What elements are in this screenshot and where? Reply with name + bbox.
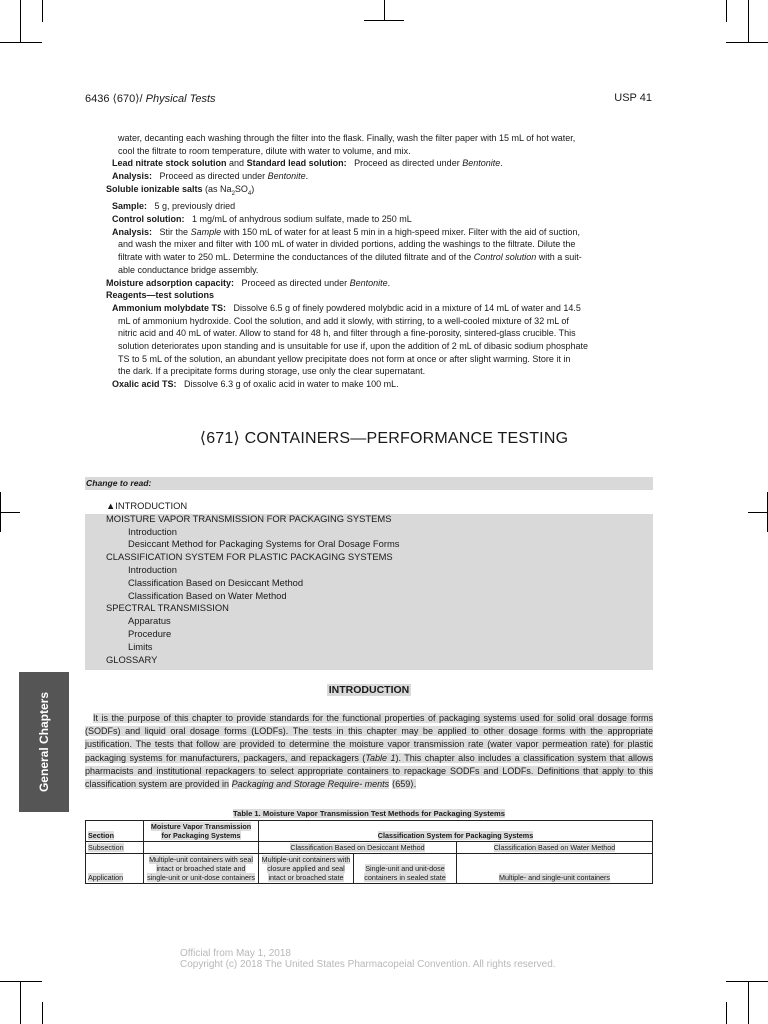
change-to-read-bar <box>85 477 653 490</box>
footer-official: Official from May 1, 2018 <box>180 948 291 959</box>
crop-mark <box>748 512 768 513</box>
crop-mark <box>364 20 404 21</box>
header-classification: Classification System for Packaging Systems <box>259 821 653 842</box>
toc-item: CLASSIFICATION SYSTEM FOR PLASTIC PACKAGING SYSTEMS <box>106 551 393 563</box>
header-mvt: Moisture Vapor Transmission for Packaging Systems <box>144 821 259 842</box>
analysis-item: Analysis: Proceed as directed under Bentonite. <box>112 171 309 182</box>
crop-mark <box>20 0 21 42</box>
text-line: and wash the mixer and filter with 100 mL of water in divided portions, adding the washings to the filtrate. Dilute the <box>118 239 576 250</box>
table-row <box>86 821 653 842</box>
sample-item: Sample: 5 g, previously dried <box>112 201 236 212</box>
change-to-read-label: Change to read: <box>86 478 152 488</box>
toc-item: ▲INTRODUCTION <box>106 500 188 511</box>
cell-desiccant: Classification Based on Desiccant Method <box>259 842 457 854</box>
crop-mark <box>0 981 42 982</box>
crop-mark <box>726 1002 727 1024</box>
table-row <box>86 854 653 884</box>
introduction-paragraph: It is the purpose of this chapter to provide standards for the functional properties of packaging systems used for solid oral dosage forms (SODFs) and liquid oral dosage forms (LODFs). The tests in this chapter may be applied to other dosage forms with the appropriate justification. The tests that follow are provided to determine the moisture vapor transmission rate (water vapor permeation rate) for plastic packaging systems for manufacturers, packagers, and repackagers (Table 1). This chapter also includes a classification system that allows pharmacists and institutional repackagers to select appropriate containers to repackage SODFs and LODFs. Definitions that apply to this classification system are provided in Packaging and Storage Require- ments ⟨659⟩. <box>85 713 653 790</box>
crop-mark <box>726 981 768 982</box>
cell-c4: Multiple- and single-unit containers <box>457 854 653 884</box>
text-line: TS to 5 mL of the solution, an abundant yellow precipitate does not form at once or after slight warming. Store it in <box>118 353 571 364</box>
analysis2-item: Analysis: Stir the Sample with 150 mL of water for at least 5 min in a high-speed mixer. Filter with the aid of suction, <box>112 226 580 237</box>
crop-mark <box>42 1002 43 1024</box>
introduction-heading: INTRODUCTION <box>328 684 410 696</box>
table-of-contents <box>106 500 652 666</box>
toc-item: Desiccant Method for Packaging Systems for Oral Dosage Forms <box>128 538 400 550</box>
crop-mark <box>726 0 727 22</box>
header-section: Section <box>86 821 144 842</box>
lead-nitrate-item: Lead nitrate stock solution and Standard lead solution: Proceed as directed under Bentonite. <box>112 158 503 169</box>
crop-mark <box>42 0 43 22</box>
toc-item: MOISTURE VAPOR TRANSMISSION FOR PACKAGING SYSTEMS <box>106 512 392 524</box>
toc-item: Classification Based on Water Method <box>128 589 287 601</box>
running-header-right: USP 41 <box>614 92 652 104</box>
cell-c2: Multiple-unit containers with closure applied and seal intact or broached state <box>259 854 354 884</box>
cell-empty <box>144 842 259 854</box>
toc-item: GLOSSARY <box>106 653 158 665</box>
text-line: able conductance bridge assembly. <box>118 264 259 275</box>
chapter-title: ⟨671⟩ CONTAINERS—PERFORMANCE TESTING <box>199 430 569 447</box>
cell-subsection: Subsection <box>86 842 144 854</box>
toc-item: Apparatus <box>128 615 171 627</box>
toc-item: Introduction <box>128 563 177 575</box>
oxalic-item: Oxalic acid TS: Dissolve 6.3 g of oxalic acid in water to make 100 mL. <box>112 379 399 390</box>
text-line: mL of ammonium hydroxide. Cool the solution, and add it slowly, with stirring, to a well-cooled mixture of 32 mL of <box>118 315 569 326</box>
text-line: nitric acid and 40 mL of water. Allow to stand for 48 h, and filter through a fine-porosity, sintered-glass crucible. This <box>118 328 576 339</box>
running-header-left: 6436 ⟨670⟩/ Physical Tests <box>85 93 216 105</box>
cell-c3: Single-unit and unit-dose containers in sealed state <box>354 854 457 884</box>
text-line: water, decanting each washing through the filter into the flask. Finally, wash the filter paper with 15 mL of hot water, <box>118 133 576 143</box>
toc-item: Classification Based on Desiccant Method <box>128 576 304 588</box>
test-methods-table <box>85 820 653 884</box>
crop-mark <box>0 492 1 532</box>
crop-mark <box>0 42 42 43</box>
reagents-heading: Reagents—test solutions <box>106 290 215 301</box>
crop-mark <box>384 0 385 20</box>
footer <box>180 948 556 970</box>
text-line: solution deteriorates upon standing and is unsuitable for use if, upon the addition of 2 mL of dibasic sodium phosphate <box>118 341 588 352</box>
text-line: cool the filtrate to room temperature, dilute with water to volume, and mix. <box>118 145 411 156</box>
table-caption: Table 1. Moisture Vapor Transmission Test Methods for Packaging Systems <box>233 809 505 818</box>
text-line: filtrate with water to 250 mL. Determine the conductances of the diluted filtrate and of the Control solution with a suit- <box>118 252 582 263</box>
crop-mark <box>748 0 749 42</box>
control-solution-item: Control solution: 1 mg/mL of anhydrous sodium sulfate, made to 250 mL <box>112 214 412 225</box>
crop-mark <box>0 512 20 513</box>
crop-mark <box>20 982 21 1024</box>
toc-item: Procedure <box>128 627 172 639</box>
side-tab: General Chapters <box>19 672 69 812</box>
cell-water: Classification Based on Water Method <box>457 842 653 854</box>
cell-c1: Multiple-unit containers with seal intact or broached state and single-unit or unit-dose containers <box>144 854 259 884</box>
ammonium-item: Ammonium molybdate TS: Dissolve 6.5 g of finely powdered molybdic acid in a mixture of 14 mL of water and 14.5 <box>112 302 581 313</box>
cell-application: Application <box>86 854 144 884</box>
crop-mark <box>726 42 768 43</box>
footer-copyright: Copyright (c) 2018 The United States Pharmacopeial Convention. All rights reserved. <box>180 959 556 970</box>
text-line: the dark. If a precipitate forms during storage, use only the clear supernatant. <box>118 366 426 377</box>
table-row <box>86 842 653 854</box>
soluble-salts-item: Soluble ionizable salts (as $Na_2SO_4$) <box>106 183 255 197</box>
moisture-item: Moisture adsorption capacity: Proceed as directed under Bentonite. <box>106 277 391 288</box>
toc-item: Introduction <box>128 525 177 537</box>
chapter-670-text <box>106 132 652 391</box>
crop-mark <box>748 982 749 1024</box>
toc-item: SPECTRAL TRANSMISSION <box>106 602 229 614</box>
toc-item: Limits <box>128 640 153 652</box>
